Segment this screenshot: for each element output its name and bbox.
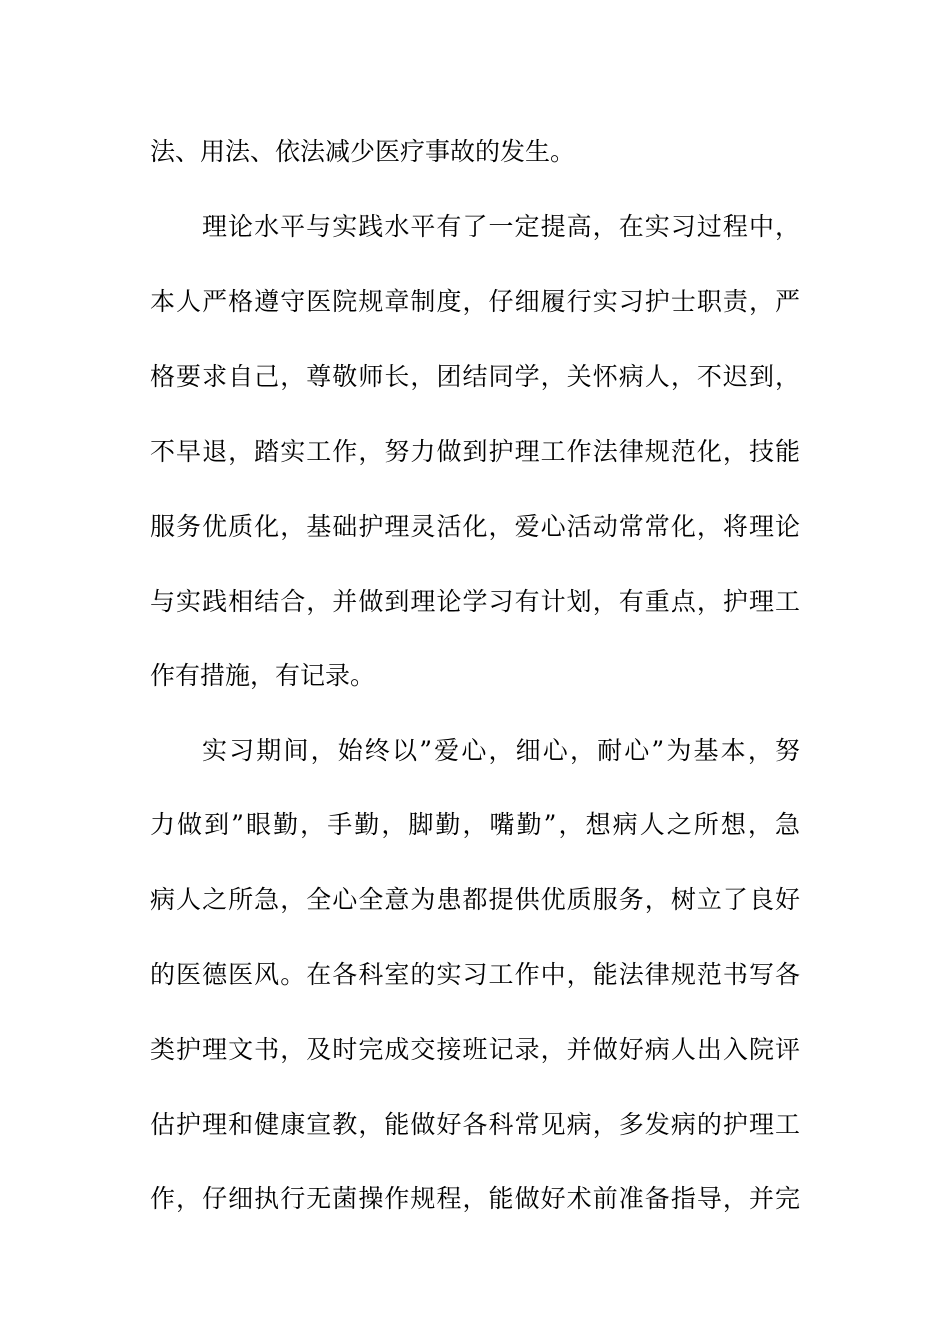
text-line: 作有措施，有记录。 <box>150 661 376 690</box>
text-line: 类护理文书，及时完成交接班记录，并做好病人出入院评 <box>150 1035 800 1064</box>
text-line: 不早退，踏实工作，努力做到护理工作法律规范化，技能 <box>150 437 800 466</box>
paragraph-first-line: 理论水平与实践水平有了一定提高，在实习过程中， <box>202 212 800 241</box>
text-line: 与实践相结合，并做到理论学习有计划，有重点，护理工 <box>150 587 800 616</box>
text-line: 格要求自己，尊敬师长，团结同学，关怀病人，不迟到， <box>150 362 800 391</box>
text-line: 本人严格遵守医院规章制度，仔细履行实习护士职责，严 <box>150 287 800 316</box>
text-line: 的医德医风。在各科室的实习工作中，能法律规范书写各 <box>150 960 800 989</box>
text-line: 作，仔细执行无菌操作规程，能做好术前准备指导，并完 <box>150 1184 800 1213</box>
text-line: 估护理和健康宣教，能做好各科常见病，多发病的护理工 <box>150 1110 800 1139</box>
text-line: 力做到”眼勤，手勤，脚勤，嘴勤”，想病人之所想，急 <box>150 810 800 839</box>
paragraph-first-line: 实习期间，始终以”爱心，细心，耐心”为基本，努 <box>202 736 800 765</box>
text-line: 病人之所急，全心全意为患都提供优质服务，树立了良好 <box>150 885 800 914</box>
text-line: 法、用法、依法减少医疗事故的发生。 <box>150 137 576 166</box>
text-line: 服务优质化，基础护理灵活化，爱心活动常常化，将理论 <box>150 512 800 541</box>
